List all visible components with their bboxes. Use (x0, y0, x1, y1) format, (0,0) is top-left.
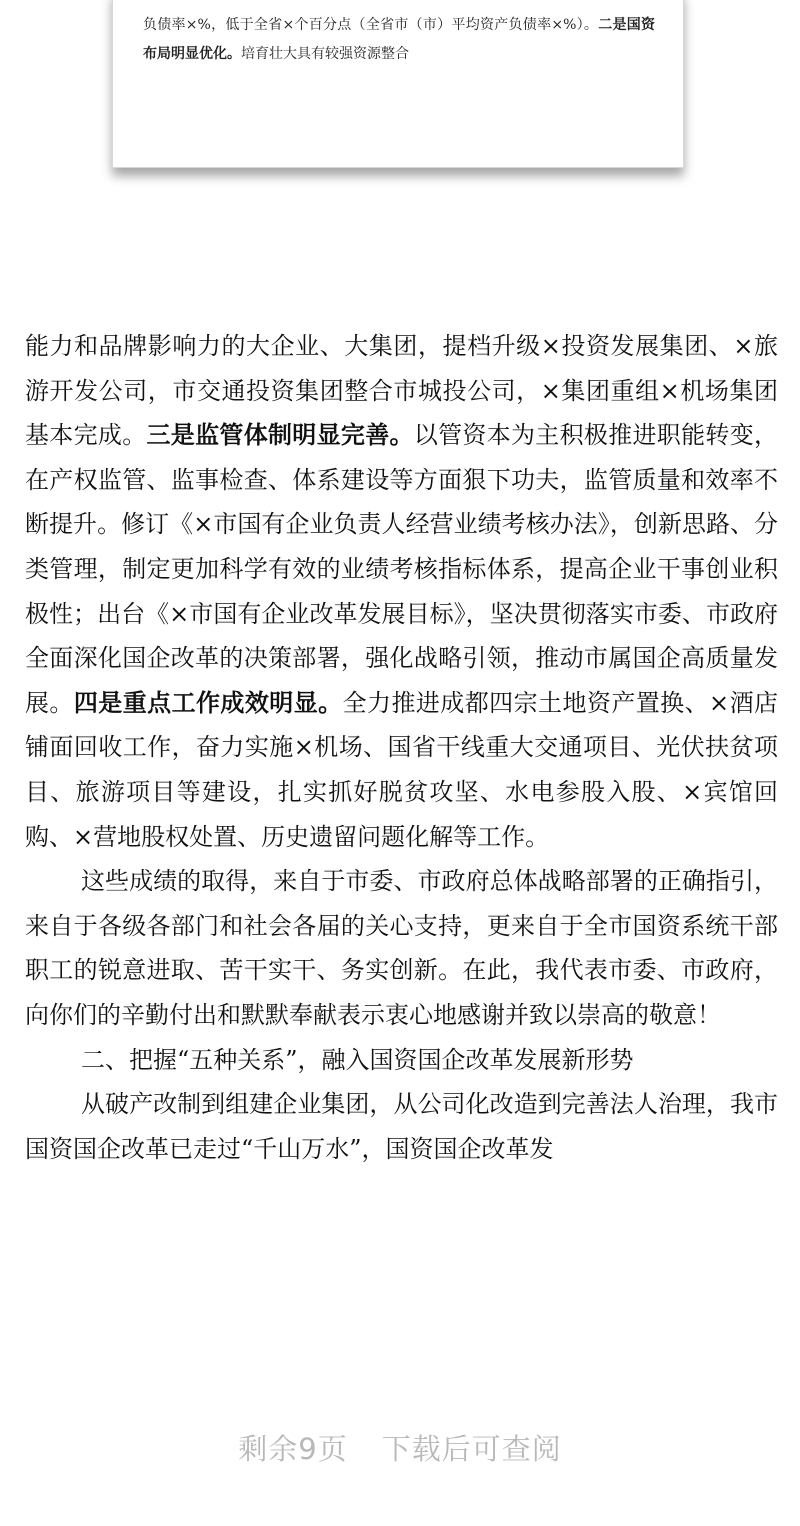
card-text-before: 负债率×%，低于全省×个百分点（全省市（市）平均资产负债率×%）。 (143, 17, 599, 33)
card-text-after: 培育壮大具有较强资源整合 (241, 46, 409, 62)
p1-text-c: 以管资本为主积极推进职能转变，在产权监管、监事检查、体系建设等方面狠下功夫，监管质量和效率不断提升。修订《×市国有企业负责人经营业绩考核办法》，创新思路、分类管理，制定更加科学有效的业绩考核指标体系，提高企业干事创业积极性；出台《×市国有企业改革发展目标》，坚决贯彻落实市委、市政府全面深化国企改革的决策部署，强化战略引领，推动市属国企高质量发展。 (25, 421, 779, 717)
document-body (25, 324, 778, 1171)
card-paragraph (143, 11, 655, 69)
download-to-view-label[interactable]: 下载后可查阅 (381, 1432, 562, 1466)
paragraph-3: 从破产改制到组建企业集团，从公司化改造到完善法人治理，我市国资国企改革已走过“千山万水”，国资国企改革发 (25, 1090, 778, 1163)
p1-bold-3: 三是监管体制明显完善。 (146, 420, 414, 450)
section-heading: 二、把握“五种关系”，融入国资国企改革发展新形势 (81, 1045, 634, 1074)
paragraph-1 (25, 324, 778, 859)
remaining-pages-label[interactable]: 剩余9页 (238, 1432, 348, 1466)
read-more-banner[interactable] (0, 1427, 800, 1468)
document-preview-card (112, 0, 684, 168)
p1-text-a: 能力和品牌影响力的大企业、大集团，提档升级×投资发展集团、×旅游开发公司，市交通投资集团整合市城投公司，×集团重组×机场集团基本完成。 (25, 332, 778, 450)
p1-text-e: 全力推进成都四宗土地资产置换、×酒店铺面回收工作，奋力实施×机场、国省干线重大交通项目、光伏扶贫项目、旅游项目等建设，扎实抓好脱贫攻坚、水电参股入股、×宾馆回购、×营地股权处置、历史遗留问题化解等工作。 (25, 688, 779, 851)
p1-bold-4: 四是重点工作成效明显。 (73, 687, 343, 717)
paragraph-2: 这些成绩的取得，来自于市委、市政府总体战略部署的正确指引，来自于各级各部门和社会各届的关心支持，更来自于全市国资系统干部职工的锐意进取、苦干实干、务实创新。在此，我代表市委、市政府，向你们的辛勤付出和默默奉献表示衷心地感谢并致以崇高的敬意！ (25, 867, 778, 1029)
card-bold-text: 二是国资布局明显优化。 (143, 17, 655, 62)
